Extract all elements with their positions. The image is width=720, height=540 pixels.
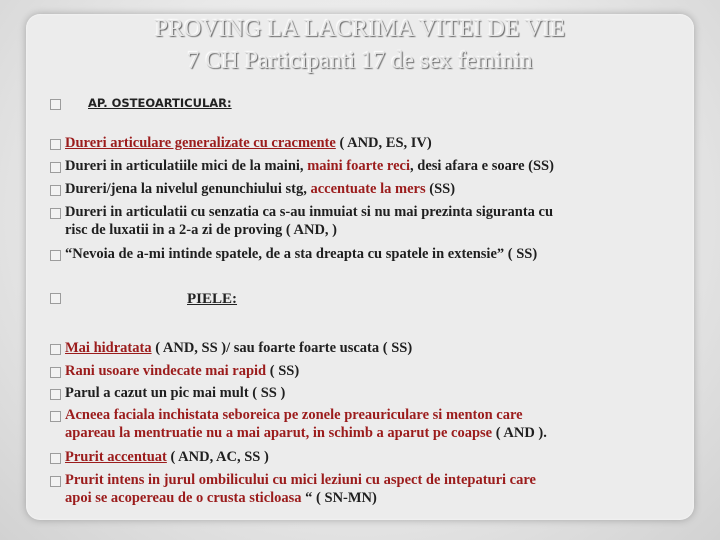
highlight-text: Dureri articulare generalizate cu cracmente	[65, 135, 336, 151]
item-text: ( AND, AC, SS )	[166, 449, 269, 465]
list-item-continuation	[65, 490, 705, 507]
title-line-1: PROVING LA LACRIMA VITEI DE VIE	[154, 16, 566, 42]
list-item	[65, 363, 705, 380]
item-text: ( SS)	[266, 363, 300, 379]
bullet-icon	[50, 453, 61, 464]
highlight-text: Prurit accentuat	[65, 449, 167, 465]
list-item	[65, 181, 705, 198]
item-text: ( AND, SS )/ sau foarte foarte uscata ( SS)	[151, 340, 413, 356]
bullet-icon	[50, 162, 61, 173]
item-text: (SS)	[425, 181, 456, 197]
bullet-icon	[50, 139, 61, 150]
list-item-continuation: risc de luxatii in a 2-a zi de proving ( AND, )	[65, 222, 338, 238]
list-item	[65, 158, 705, 175]
list-item	[65, 340, 705, 357]
section-heading-osteoarticular: AP. OSTEOARTICULAR:	[88, 96, 232, 110]
list-item	[65, 407, 705, 424]
highlight-text: maini foarte reci	[307, 158, 410, 174]
highlight-text: apareau la mentruatie nu a mai aparut, in schimb a aparut pe coapse	[65, 425, 493, 441]
item-text: “ ( SN-MN)	[301, 490, 377, 506]
bullet-icon	[50, 250, 61, 261]
item-text: Dureri/jena la nivelul genunchiului stg,	[65, 181, 311, 197]
highlight-text: Mai hidratata	[65, 340, 152, 356]
bullet-icon	[50, 185, 61, 196]
highlight-text: Prurit intens in jurul ombilicului cu mici leziuni cu aspect de intepaturi care	[65, 472, 536, 488]
highlight-text: accentuate la mers	[310, 181, 426, 197]
item-text: Dureri in articulatiile mici de la maini,	[65, 158, 308, 174]
bullet-icon	[50, 208, 61, 219]
bullet-icon	[50, 411, 61, 422]
bullet-icon	[50, 293, 61, 304]
highlight-text: apoi se acopereau de o crusta sticloasa	[65, 490, 302, 506]
list-item	[65, 135, 705, 152]
item-text: , desi afara e soare (SS)	[410, 158, 554, 174]
section-heading-piele: PIELE:	[187, 291, 238, 307]
title-line-2: 7 CH Participanti 17 de sex feminin	[187, 48, 533, 74]
content-panel	[26, 14, 694, 520]
bullet-icon	[50, 99, 61, 110]
highlight-text: Acneea faciala inchistata seboreica pe zonele preauriculare si menton care	[65, 407, 523, 423]
bullet-icon	[50, 367, 61, 378]
bullet-icon	[50, 344, 61, 355]
item-text: ( AND, ES, IV)	[335, 135, 432, 151]
bullet-icon	[50, 389, 61, 400]
highlight-text: Rani usoare vindecate mai rapid	[65, 363, 267, 379]
item-text: ( AND ).	[492, 425, 547, 441]
list-item: “Nevoia de a-mi intinde spatele, de a sta dreapta cu spatele in extensie” ( SS)	[65, 246, 538, 262]
list-item	[65, 449, 705, 466]
list-item	[65, 472, 705, 489]
list-item: Dureri in articulatii cu senzatia ca s-au inmuiat si nu mai prezinta siguranta cu	[65, 204, 554, 220]
list-item-continuation	[65, 425, 705, 442]
list-item: Parul a cazut un pic mai mult ( SS )	[65, 385, 286, 401]
bullet-icon	[50, 476, 61, 487]
